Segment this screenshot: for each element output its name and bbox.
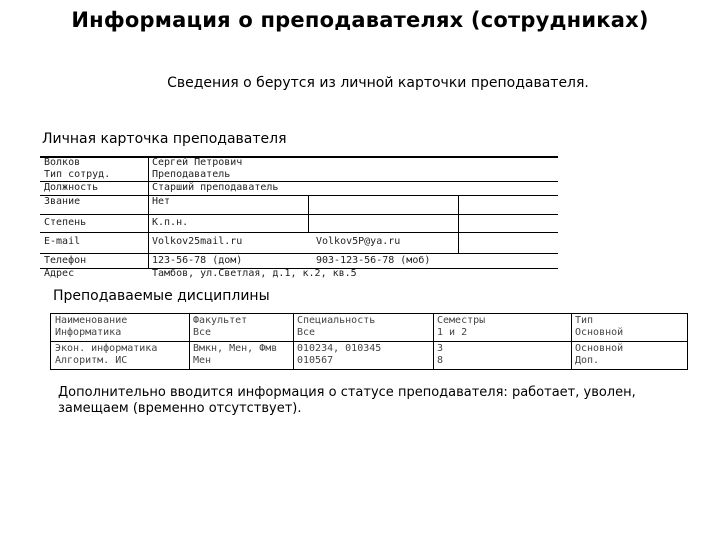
card-label-phone: Телефон	[44, 255, 87, 266]
table-cell: Информатика	[55, 327, 122, 338]
column-header: Факультет	[193, 315, 248, 326]
card-label-email: E-mail	[44, 236, 81, 247]
table-cell: Экон. информатика	[55, 343, 158, 354]
card-value-email: Volkov25mail.ru	[152, 236, 243, 247]
card-value-address: Тамбов, ул.Светлая, д.1, к.2, кв.5	[152, 268, 357, 279]
table-cell: Основной	[575, 327, 624, 338]
card-value-type: Преподаватель	[152, 169, 231, 180]
card-label-address: Адрес	[44, 268, 75, 279]
table-cell: Доп.	[575, 355, 600, 366]
table-cell: Алгоритм. ИС	[55, 355, 128, 366]
table-cell: Все	[193, 327, 212, 338]
card-value-phone-mobile: 903-123-56-78 (моб)	[316, 255, 431, 266]
card-label-position: Должность	[44, 182, 99, 193]
card-heading: Личная карточка преподавателя	[42, 131, 287, 147]
table-cell: 8	[437, 355, 444, 366]
card-value-degree: К.п.н.	[152, 217, 189, 228]
column-header: Тип	[575, 315, 594, 326]
column-header: Семестры	[437, 315, 486, 326]
disciplines-heading: Преподаваемые дисциплины	[53, 288, 270, 304]
table-cell: Мен	[193, 355, 212, 366]
card-value-phone-home: 123-56-78 (дом)	[152, 255, 243, 266]
page-title: Информация о преподавателях (сотрудниках)	[71, 8, 649, 32]
disciplines-table	[50, 313, 688, 370]
table-cell: 010567	[297, 355, 334, 366]
card-label-type: Тип сотруд.	[44, 169, 111, 180]
card-label-surname: Волков	[44, 157, 81, 168]
card-label-rank: Звание	[44, 196, 81, 207]
card-value-position: Старший преподаватель	[152, 182, 279, 193]
table-cell: 1 и 2	[437, 327, 468, 338]
table-cell: 3	[437, 343, 444, 354]
column-header: Специальность	[297, 315, 376, 326]
card-value-rank: Нет	[152, 196, 171, 207]
column-header: Наименование	[55, 315, 128, 326]
table-cell: Все	[297, 327, 316, 338]
card-label-degree: Степень	[44, 217, 87, 228]
card-value-name: Сергей Петрович	[152, 157, 243, 168]
table-cell: Вмкн, Мен, Фмв	[193, 343, 278, 354]
personal-card-table	[40, 156, 558, 279]
card-value-email-alt: Volkov5P@ya.ru	[316, 236, 401, 247]
table-cell: Основной	[575, 343, 624, 354]
page-subtitle: Сведения о берутся из личной карточки преподавателя.	[167, 75, 589, 91]
status-note: Дополнительно вводится информация о статусе преподавателя: работает, уволен, замещаем (временно отсутствует).	[58, 385, 636, 416]
table-cell: 010234, 010345	[297, 343, 382, 354]
